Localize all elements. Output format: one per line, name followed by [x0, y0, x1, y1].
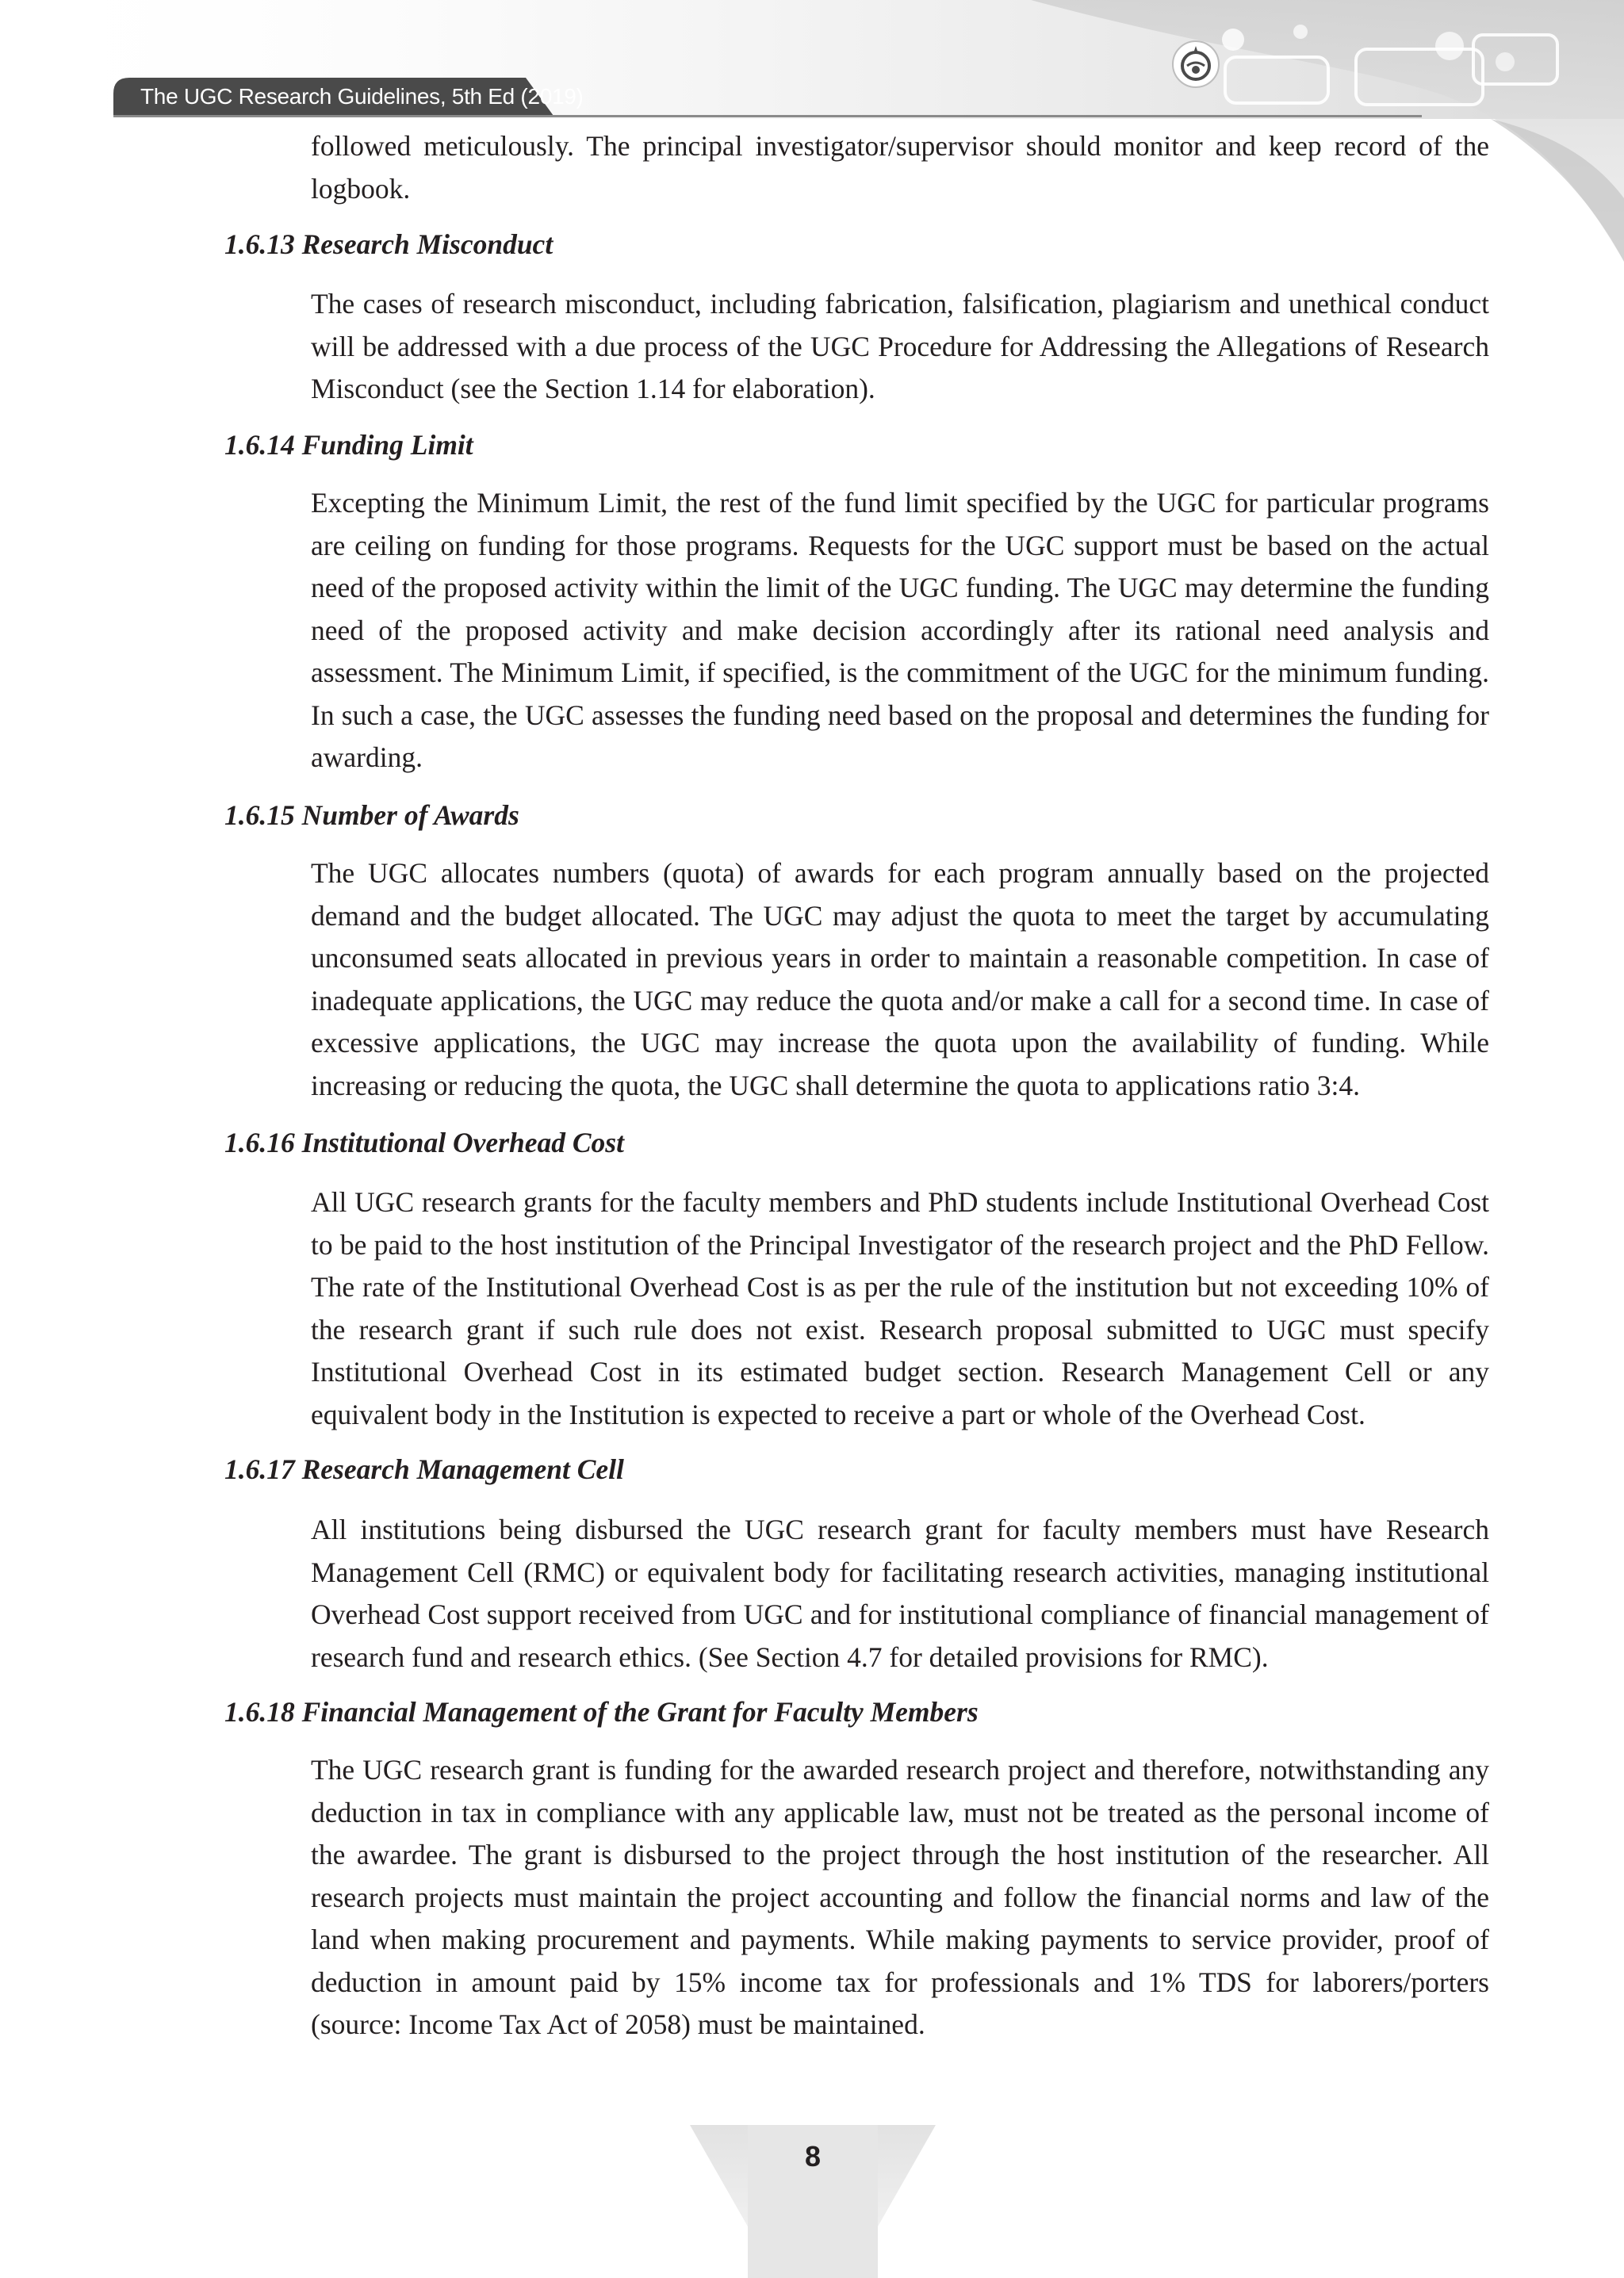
section-body: All UGC research grants for the faculty members and PhD students include Institutional Overhead Cost to be paid to the host institution of the Principal Investigator of the research project and the PhD Fellow. The rate of the Institutional Overhead Cost is as per the rule of the institution but not exceeding 10% of the research grant if such rule does not exist. Research proposal submitted to UGC must specify Institutional Overhead Cost in its estimated budget section. Research Management Cell or any equivalent body in the Institution is expected to receive a part or whole of the Overhead Cost.: [311, 1186, 1489, 1430]
running-header-title: The UGC Research Guidelines, 5th Ed (2019): [140, 84, 584, 109]
section-heading: 1.6.16 Institutional Overhead Cost: [224, 1127, 624, 1158]
ugc-logo-icon: [1171, 40, 1220, 89]
section-heading: 1.6.15 Number of Awards: [224, 799, 519, 831]
intro-paragraph: followed meticulously. The principal investigator/supervisor should monitor and keep record of the logbook.: [311, 130, 1489, 205]
section-heading: 1.6.17 Research Management Cell: [224, 1453, 624, 1485]
header-rule: [113, 115, 1422, 117]
section-body: The UGC research grant is funding for the awarded research project and therefore, notwithstanding any deduction in tax in compliance with any applicable law, must not be treated as the personal income of the awardee. The grant is disbursed to the project through the host institution of the researcher. All research projects must maintain the project accounting and follow the financial norms and law of the land when making procurement and payments. While making payments to service provider, proof of deduction in amount paid by 15% income tax for professionals and 1% TDS for laborers/porters (source: Income Tax Act of 2058) must be maintained.: [311, 1754, 1489, 2040]
running-header-tab: [113, 78, 584, 116]
section-body: Excepting the Minimum Limit, the rest of the fund limit specified by the UGC for particular programs are ceiling on funding for those programs. Requests for the UGC support must be based on the actual need of the proposed activity within the limit of the UGC funding. The UGC may determine the funding need of the proposed activity and make decision accordingly after its rational need analysis and assessment. The Minimum Limit, if specified, is the commitment of the UGC for the minimum funding. In such a case, the UGC assesses the funding need based on the proposal and determines the funding for awarding.: [311, 487, 1489, 773]
section-body: The UGC allocates numbers (quota) of awards for each program annually based on the projected demand and the budget allocated. The UGC may adjust the quota to meet the target by accumulating unconsumed seats allocated in previous years in order to maintain a reasonable competition. In case of inadequate applications, the UGC may reduce the quota and/or make a call for a second time. In case of excessive applications, the UGC may increase the quota upon the availability of funding. While increasing or reducing the quota, the UGC shall determine the quota to applications ratio 3:4.: [311, 857, 1489, 1101]
section-heading: 1.6.18 Financial Management of the Grant for Faculty Members: [224, 1696, 979, 1728]
section-heading: 1.6.14 Funding Limit: [224, 429, 473, 461]
page-number: 8: [804, 2140, 822, 2173]
section-body: All institutions being disbursed the UGC research grant for faculty members must have Research Management Cell (RMC) or equivalent body for facilitating research activities, managing institutional Overhead Cost support received from UGC and for institutional compliance of financial management of research fund and research ethics. (See Section 4.7 for detailed provisions for RMC).: [311, 1514, 1489, 1673]
section-heading: 1.6.13 Research Misconduct: [224, 228, 553, 260]
section-body: The cases of research misconduct, including fabrication, falsification, plagiarism and unethical conduct will be addressed with a due process of the UGC Procedure for Addressing the Allegations of Research Misconduct (see the Section 1.14 for elaboration).: [311, 288, 1489, 404]
